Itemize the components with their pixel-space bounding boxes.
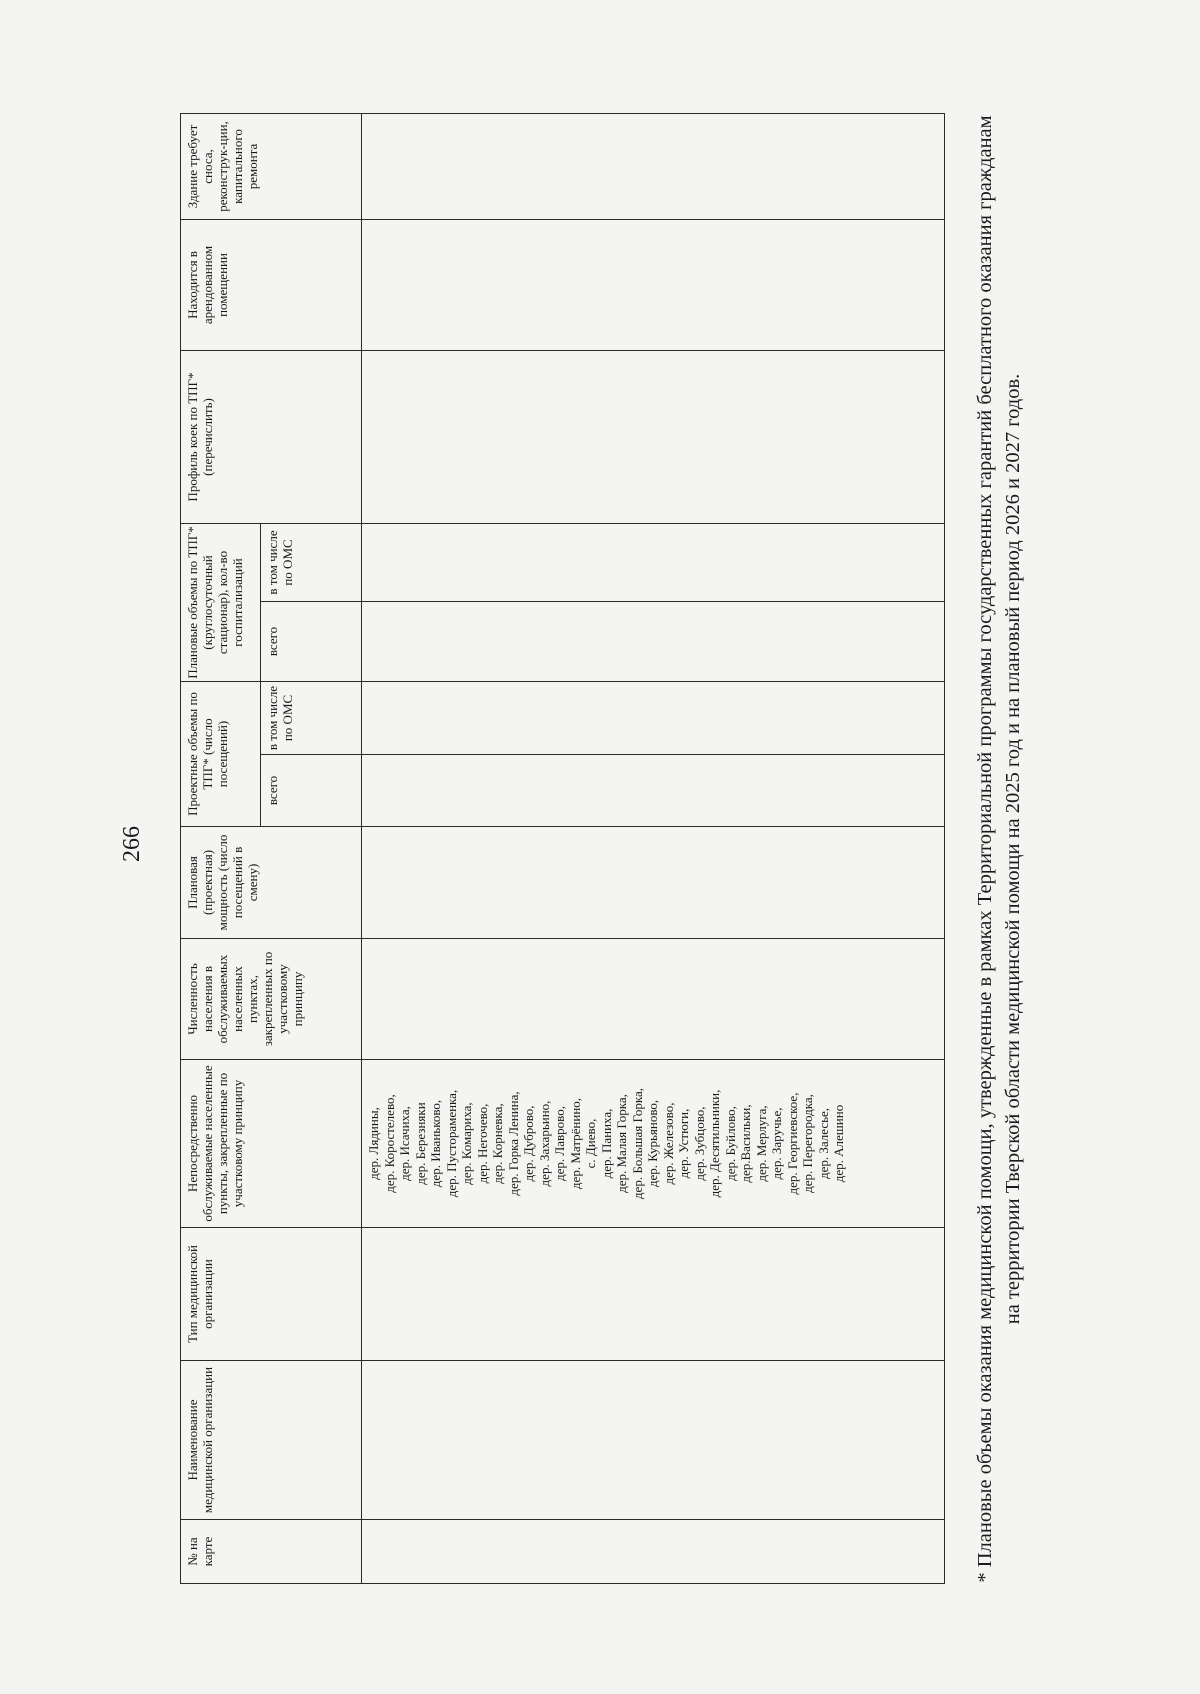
settlement-item: дер. Исачиха, (397, 1106, 412, 1181)
settlement-item: дер. Комариха, (459, 1102, 474, 1185)
settlement-item: дер. Десятильники, (707, 1089, 722, 1198)
cell-organization-type (362, 1228, 945, 1361)
settlement-item: дер.Васильки, (738, 1104, 753, 1183)
page-number: 266 (119, 826, 145, 862)
settlements-list (362, 1060, 847, 1227)
settlement-item: дер. Устюги, (676, 1108, 691, 1179)
settlement-item: дер. Заручье, (769, 1107, 784, 1180)
settlement-item: дер. Малая Горка, (614, 1094, 629, 1193)
cell-planned-capacity (362, 827, 945, 939)
subheader-hospital-total: всего (261, 601, 362, 681)
settlement-item: дер. Зубцово, (691, 1106, 707, 1181)
footnote: * Плановые объемы оказания медицинской помощи, утвержденные в рамках Территориальной программы государственных гарантий бесплатного оказания гражданам на территории Тверской области медицинской помощи на 2025 год и на плановый период 2026 и 2027 годов. (974, 115, 1024, 1583)
settlement-item: дер. Коростелево, (381, 1094, 397, 1193)
settlement-item: дер. Железово, (660, 1102, 676, 1185)
facilities-table (180, 113, 945, 1584)
settlement-item: дер. Георгиевское, (784, 1092, 800, 1195)
rotated-content (180, 114, 1024, 1584)
header-served-settlements: Непосредственно обслуживаемые населенные пункты, закрепленные по участковому принципу (181, 1060, 362, 1228)
settlement-item: дер. Дуброво, (521, 1105, 536, 1182)
settlement-item: дер. Иваньково, (428, 1099, 443, 1188)
cell-map-number (362, 1520, 945, 1584)
settlement-item: дер. Пустораменка, (443, 1089, 459, 1198)
settlement-item: дер. Паниха, (598, 1108, 614, 1179)
subheader-hospital-oms: в том числе по ОМС (261, 523, 362, 601)
header-map-number: № на карте (181, 1520, 362, 1584)
cell-organization-name (362, 1361, 945, 1520)
header-organization-type: Тип медицинской организации (181, 1228, 362, 1361)
cell-visits-oms (362, 681, 945, 754)
cell-hospital-total (362, 601, 945, 681)
settlement-item: дер. Курьяново, (645, 1099, 660, 1188)
cell-building-repair (362, 113, 945, 219)
header-population: Численность населения в обслуживаемых населенных пунктах, закрепленных по участковому принципу (181, 939, 362, 1060)
settlement-item: дер. Лаврово, (552, 1106, 567, 1181)
settlement-item: дер. Большая Горка, (629, 1087, 645, 1200)
settlement-item: дер. Матрёнино, (567, 1097, 583, 1190)
settlement-item: дер. Корневка, (490, 1103, 505, 1184)
settlement-item: с. Диево, (583, 1118, 598, 1169)
header-rented-premises: Находится в арендованном помещении (181, 219, 362, 350)
cell-bed-profile (362, 350, 945, 523)
header-planned-capacity: Плановая (проектная) мощность (число посещений в смену) (181, 827, 362, 939)
settlement-item: дер. Алешино (831, 1104, 846, 1183)
cell-hospital-oms (362, 523, 945, 601)
settlement-item: дер. Перегородка, (800, 1094, 815, 1193)
header-planned-volumes: Плановые объемы по ТПГ* (круглосуточный стационар), кол-во госпитализаций (181, 523, 261, 681)
header-building-repair: Здание требует сноса, реконструк-ции, капитального ремонта (181, 113, 362, 219)
settlement-item: дер. Негочево, (474, 1103, 490, 1184)
cell-served-settlements (362, 1060, 945, 1228)
cell-rented-premises (362, 219, 945, 350)
subheader-visits-oms: в том числе по ОМС (261, 681, 362, 754)
settlement-item: дер. Горка Ленина, (505, 1091, 521, 1196)
settlement-item: дер. Буйлово, (722, 1106, 738, 1181)
subheader-visits-total: всего (261, 755, 362, 827)
settlement-item: дер. Мерлуга, (753, 1105, 769, 1182)
settlement-item: дер. Залесье, (815, 1107, 831, 1180)
cell-visits-total (362, 755, 945, 827)
settlement-item: дер. Лядины, (366, 1107, 381, 1180)
cell-population (362, 939, 945, 1060)
settlement-item: дер. Захарьино, (536, 1100, 552, 1187)
settlement-item: дер. Березняки (412, 1102, 428, 1185)
header-project-volumes: Проектные объемы по ТПГ* (число посещений) (181, 681, 261, 826)
header-bed-profile: Профиль коек по ТПГ* (перечислить) (181, 350, 362, 523)
header-organization-name: Наименование медицинской организации (181, 1361, 362, 1520)
